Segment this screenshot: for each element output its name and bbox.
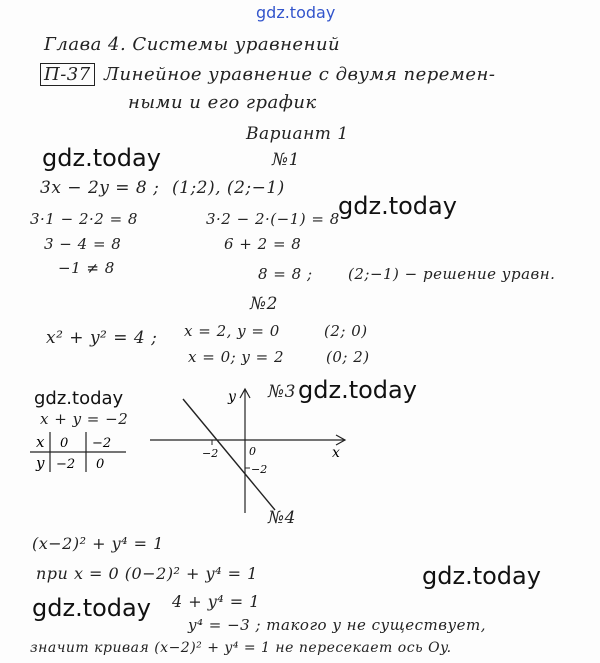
line-graph [150, 385, 350, 515]
watermark: gdz.today [256, 3, 336, 22]
watermark: gdz.today [422, 562, 541, 590]
watermark: gdz.today [298, 376, 417, 404]
task3-number: №3 [268, 382, 296, 402]
watermark: gdz.today [34, 388, 124, 409]
task1-check1-line2: 3 − 4 = 8 [44, 235, 122, 253]
table-y-label: y [36, 454, 45, 472]
watermark: gdz.today [32, 594, 151, 622]
tick-x-label: −2 [202, 447, 219, 460]
section-title-line2: ными и его график [128, 92, 317, 113]
value-table [30, 430, 140, 474]
table-x-value-1: 0 [60, 436, 69, 451]
task1-check1-line3: −1 ≠ 8 [58, 259, 115, 277]
table-y-value-1: −2 [56, 457, 76, 472]
origin-label: 0 [249, 445, 256, 458]
axis-x-label: x [332, 445, 340, 461]
section-title-line1: Линейное уравнение с двумя перемен- [104, 64, 496, 85]
axis-y-label: y [228, 389, 236, 405]
task1-check1-line1: 3·1 − 2·2 = 8 [30, 210, 138, 228]
task2-equation: x² + y² = 4 ; [46, 328, 158, 348]
task2-point2: (0; 2) [326, 348, 370, 366]
task3-equation: x + y = −2 [40, 410, 129, 428]
task4-line4: значит кривая (x−2)² + y⁴ = 1 не пересекает ось Oy. [30, 640, 452, 656]
task4-line3: y⁴ = −3 ; такого y не существует, [188, 616, 487, 634]
task1-conclusion: (2;−1) − решение уравн. [348, 265, 556, 283]
task1-check2-line1: 3·2 − 2·(−1) = 8 [206, 210, 340, 228]
task1-equation: 3x − 2y = 8 ; [40, 178, 160, 198]
tick-y-label: −2 [251, 463, 268, 476]
task1-check2-line3: 8 = 8 ; [258, 265, 313, 283]
watermark: gdz.today [338, 192, 457, 220]
task4-line2: 4 + y⁴ = 1 [172, 592, 260, 611]
task2-point1: (2; 0) [324, 322, 368, 340]
graph-line [183, 399, 275, 510]
table-y-value-2: 0 [96, 457, 105, 472]
task2-line1: x = 2, y = 0 [184, 322, 280, 340]
table-x-value-2: −2 [92, 436, 112, 451]
chapter-title: Глава 4. Системы уравнений [44, 34, 341, 55]
task1-check2-line2: 6 + 2 = 8 [224, 235, 302, 253]
task2-line2: x = 0; y = 2 [188, 348, 285, 366]
section-code: П-37 [40, 64, 95, 85]
watermark: gdz.today [42, 144, 161, 172]
task4-equation: (x−2)² + y⁴ = 1 [32, 534, 164, 553]
task2-number: №2 [250, 294, 278, 314]
table-x-label: x [36, 433, 45, 451]
task1-number: №1 [272, 150, 300, 170]
task4-line1: при x = 0 (0−2)² + y⁴ = 1 [36, 564, 258, 583]
task1-points: (1;2), (2;−1) [172, 178, 285, 198]
task4-number: №4 [268, 508, 296, 528]
variant-label: Вариант 1 [246, 124, 349, 144]
